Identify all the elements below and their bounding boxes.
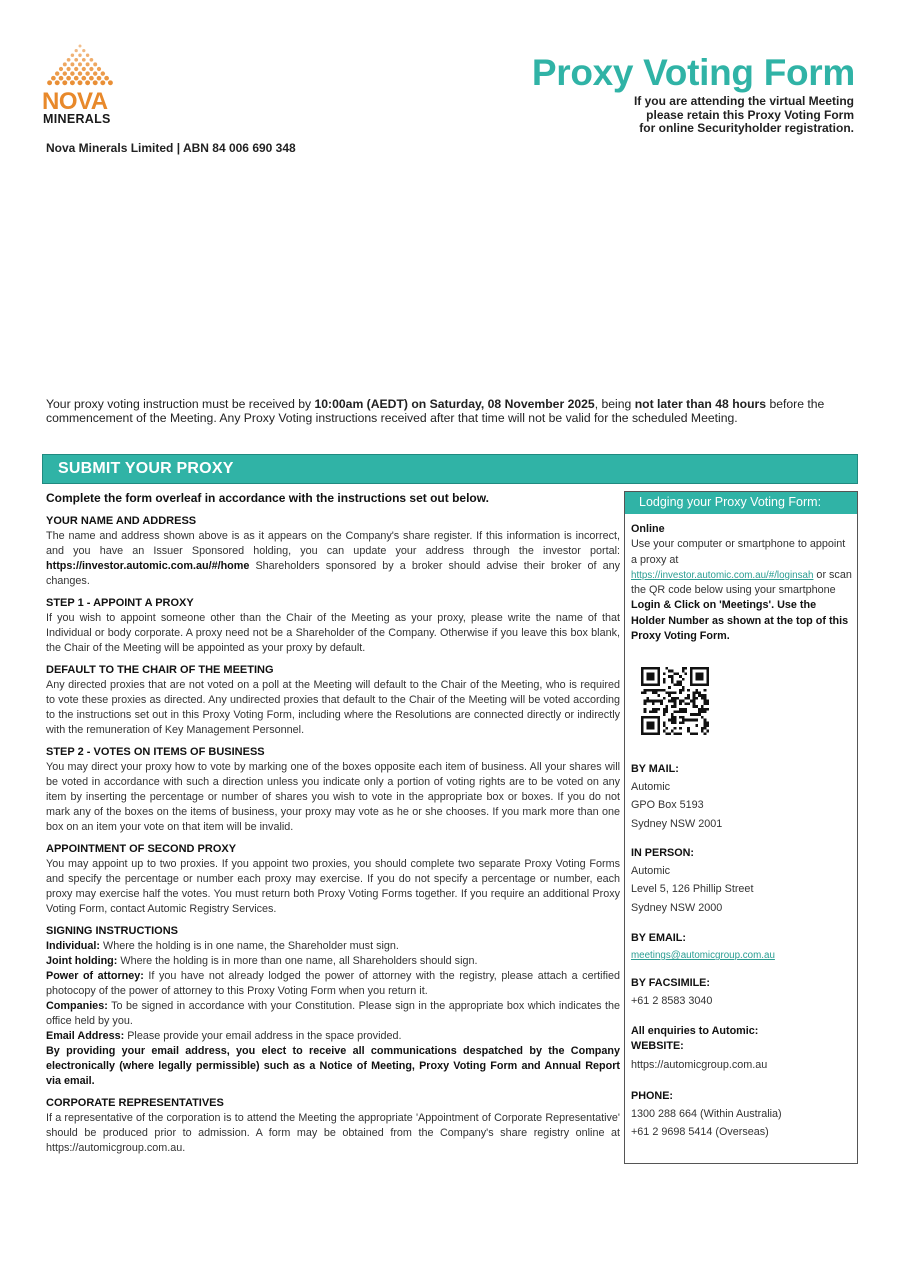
deadline-text-3: before the commencement of the Meeting. Any Proxy Voting instructions received after that time will not be valid for the scheduled Meeting. bbox=[46, 397, 825, 425]
company-logo bbox=[40, 42, 120, 132]
intro-text: Complete the form overleaf in accordance with the instructions set out below. bbox=[46, 491, 489, 505]
mail-block bbox=[631, 760, 853, 833]
section-heading: STEP 1 - APPOINT A PROXY bbox=[46, 597, 194, 609]
company-name: Nova Minerals Limited | ABN 84 006 690 348 bbox=[46, 141, 296, 155]
mail-label: BY MAIL: bbox=[631, 763, 679, 775]
section-text: If a representative of the corporation is to attend the Meeting the appropriate 'Appointment of Corporate Representative' should be produced prior to admission. A form may be obtained from the Company's share registry online at https://automicgroup.com.au. bbox=[46, 1112, 620, 1154]
section-text: You may appoint up to two proxies. If you appoint two proxies, you should complete two separate Proxy Voting Forms and specify the percentage or number each proxy may exercise. If you do not specify a percentage or number, each proxy may exercise half the votes. You must return both Proxy Voting Forms together. If you require an additional Proxy Voting Form, contact Automic Registry Services. bbox=[46, 858, 620, 915]
signing-label: Email Address: bbox=[46, 1030, 125, 1042]
in-person-label: IN PERSON: bbox=[631, 847, 694, 859]
section-heading: APPOINTMENT OF SECOND PROXY bbox=[46, 843, 237, 855]
email-block bbox=[631, 929, 853, 965]
investor-portal-link: https://investor.automic.com.au/#/home bbox=[46, 560, 250, 572]
online-text bbox=[631, 537, 853, 598]
in-person-line: Sydney NSW 2000 bbox=[631, 901, 723, 914]
signing-label: Joint holding: bbox=[46, 955, 118, 967]
email-label: BY EMAIL: bbox=[631, 932, 686, 944]
section-text: You may direct your proxy how to vote by marking one of the boxes opposite each item of business. All your shares will be voted in accordance with such a direction unless you indicate only a portion of voting rights are to be voted on any item by inserting the percentage or number of shares you wish to vote in the appropriate box or boxes. If you do not mark any of the boxes on the items of business, your proxy may vote as he or she chooses. If you mark more than one box on an item your vote on that item will be invalid. bbox=[46, 761, 620, 833]
section-heading: DEFAULT TO THE CHAIR OF THE MEETING bbox=[46, 664, 274, 676]
sidebar-header bbox=[625, 492, 857, 514]
fax-number: +61 2 8583 3040 bbox=[631, 995, 713, 1008]
page-subtitle bbox=[534, 95, 854, 136]
lodging-sidebar bbox=[624, 491, 858, 1164]
login-instructions: Login & Click on 'Meetings'. Use the Holder Number as shown at the top of this Proxy Voting Form. bbox=[631, 599, 849, 643]
signing-label: Power of attorney: bbox=[46, 970, 144, 982]
phone-block bbox=[631, 1087, 853, 1142]
deadline-notice bbox=[46, 397, 854, 425]
subtitle-line: If you are attending the virtual Meeting bbox=[633, 94, 854, 108]
deadline-time: 10:00am (AEDT) on Saturday, 08 November 2025 bbox=[314, 397, 595, 411]
in-person-line: Automic bbox=[631, 865, 671, 878]
website-label: WEBSITE: bbox=[631, 1040, 684, 1052]
deadline-limit: not later than 48 hours bbox=[634, 397, 767, 411]
logo-word-minerals: MINERALS bbox=[43, 112, 111, 126]
subtitle-line: for online Securityholder registration. bbox=[639, 121, 854, 135]
mail-line: GPO Box 5193 bbox=[631, 799, 704, 812]
online-block bbox=[631, 522, 853, 644]
in-person-line: Level 5, 126 Phillip Street bbox=[631, 883, 754, 896]
email-consent bbox=[46, 1044, 620, 1089]
signing-text: Where the holding is in more than one name, all Shareholders should sign. bbox=[117, 955, 478, 967]
section-text bbox=[46, 529, 620, 589]
signing-individual bbox=[46, 939, 620, 954]
phone-label: PHONE: bbox=[631, 1090, 673, 1102]
signing-text: Where the holding is in one name, the Shareholder must sign. bbox=[100, 940, 399, 952]
mail-line: Sydney NSW 2001 bbox=[631, 817, 723, 830]
section-heading: YOUR NAME AND ADDRESS bbox=[46, 515, 197, 527]
banner-title: SUBMIT YOUR PROXY bbox=[58, 460, 234, 477]
deadline-text-2: , being bbox=[594, 397, 635, 411]
fax-label: BY FACSIMILE: bbox=[631, 977, 710, 989]
online-or: or scan the QR code below using your smartphone bbox=[631, 568, 852, 597]
name-address-text-2: Shareholders sponsored by a broker should advise their broker of any changes. bbox=[46, 560, 620, 587]
online-label: Online bbox=[631, 523, 665, 535]
instructions-column bbox=[46, 514, 620, 1163]
logo-mark-icon bbox=[40, 42, 120, 88]
phone-line: 1300 288 664 (Within Australia) bbox=[631, 1108, 782, 1121]
email-link[interactable]: meetings@automicgroup.com.au bbox=[631, 950, 775, 962]
investor-login-link[interactable]: https://investor.automic.com.au/#/loginsah bbox=[631, 569, 814, 581]
mail-line: Automic bbox=[631, 781, 671, 794]
in-person-block bbox=[631, 844, 853, 917]
enquiries-label: All enquiries to Automic: bbox=[631, 1025, 759, 1037]
signing-companies bbox=[46, 999, 620, 1029]
signing-text: If you have not already lodged the power of attorney with the registry, please attach a certified photocopy of the power of attorney to this Proxy Voting Form when you return it. bbox=[46, 970, 620, 997]
section-heading: SIGNING INSTRUCTIONS bbox=[46, 925, 179, 937]
sidebar-title: Lodging your Proxy Voting Form: bbox=[639, 495, 822, 509]
signing-text: To be signed in accordance with your Constitution. Please sign in the appropriate box which indicates the office held by you. bbox=[46, 1000, 620, 1027]
section-text: If you wish to appoint someone other than the Chair of the Meeting as your proxy, please write the name of that Individual or body corporate. A proxy need not be a Shareholder of the Company. Otherwise if you leave this box blank, the Chair of the Meeting will be appointed as your proxy by default. bbox=[46, 612, 620, 654]
email-consent-text: By providing your email address, you elect to receive all communications despatched by the Company electronically (where legally permissible) such as a Notice of Meeting, Proxy Voting Form and Annual Report via email. bbox=[46, 1045, 620, 1087]
qr-code-icon[interactable] bbox=[641, 667, 709, 735]
signing-joint bbox=[46, 954, 620, 969]
fax-block bbox=[631, 974, 853, 1010]
submit-proxy-banner bbox=[42, 454, 858, 484]
signing-email bbox=[46, 1029, 620, 1044]
online-desc: Use your computer or smartphone to appoint a proxy at bbox=[631, 538, 846, 566]
section-heading: CORPORATE REPRESENTATIVES bbox=[46, 1097, 224, 1109]
signing-poa bbox=[46, 969, 620, 999]
enquiries-block bbox=[631, 1024, 853, 1073]
signing-text: Please provide your email address in the space provided. bbox=[124, 1030, 402, 1042]
phone-line: +61 2 9698 5414 (Overseas) bbox=[631, 1126, 769, 1139]
deadline-text-1: Your proxy voting instruction must be received by bbox=[46, 397, 315, 411]
name-address-text: The name and address shown above is as it appears on the Company's share register. If this information is incorrect, and you have an Issuer Sponsored holding, you can update your address through the investor portal: bbox=[46, 530, 620, 557]
page-title: Proxy Voting Form bbox=[531, 52, 855, 93]
logo-word-nova: NOVA bbox=[42, 88, 108, 115]
signing-label: Companies: bbox=[46, 1000, 108, 1012]
section-text: Any directed proxies that are not voted on a poll at the Meeting will default to the Chair of the Meeting, who is required to vote these proxies as directed. Any undirected proxies that default to the Chair of the Meeting will be voted according to the instructions set out in this Proxy Voting Form, including where the Resolutions are connected directly or indirectly with the remuneration of Key Management Personnel. bbox=[46, 679, 620, 736]
section-heading: STEP 2 - VOTES ON ITEMS OF BUSINESS bbox=[46, 746, 265, 758]
subtitle-line: please retain this Proxy Voting Form bbox=[646, 107, 854, 122]
signing-label: Individual: bbox=[46, 940, 100, 952]
website-url: https://automicgroup.com.au bbox=[631, 1059, 768, 1071]
